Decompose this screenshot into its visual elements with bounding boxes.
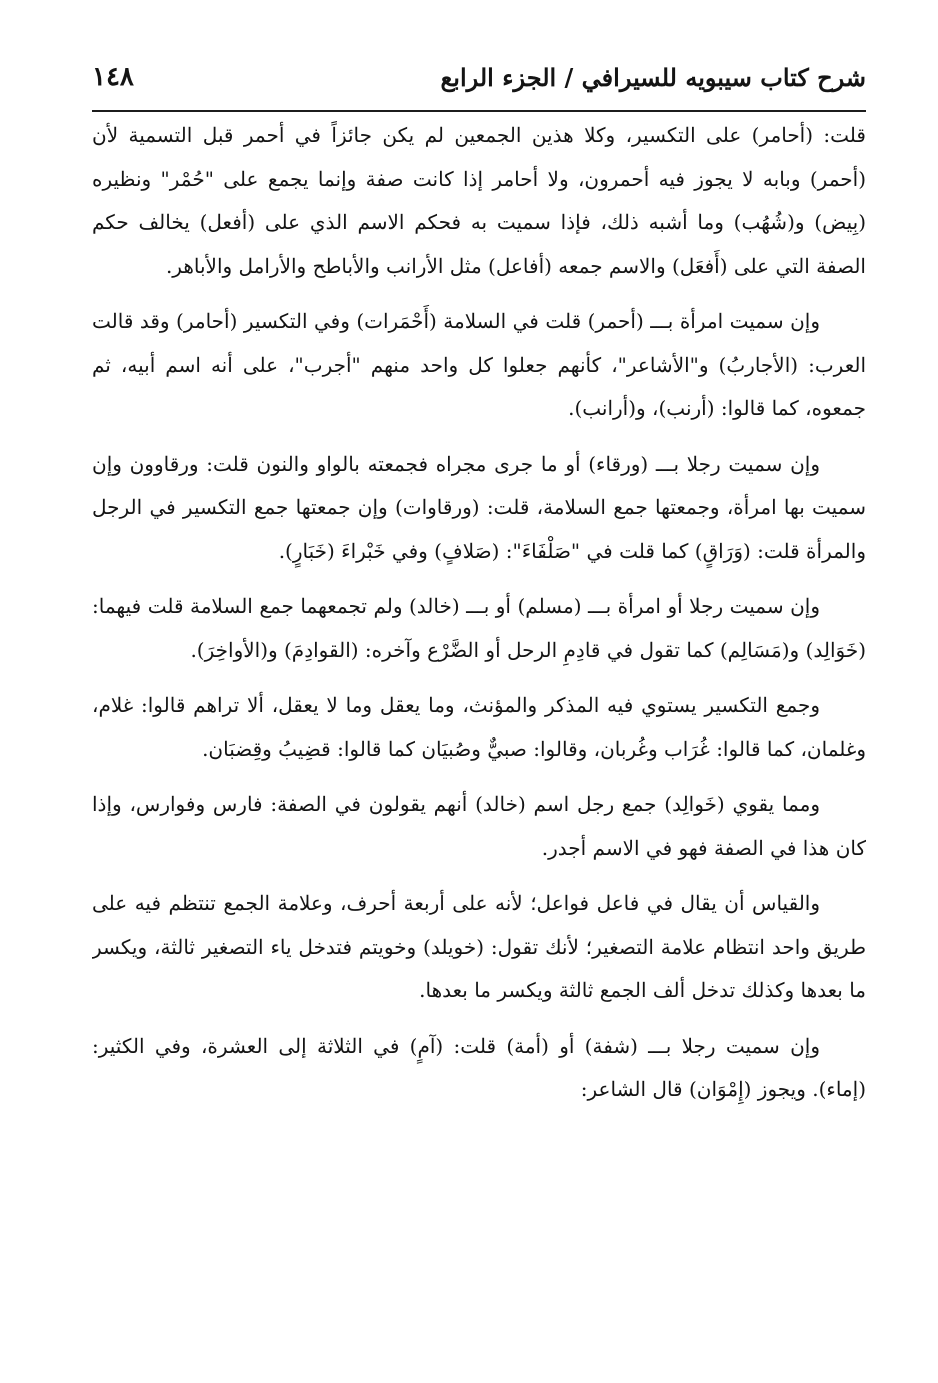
paragraph: وإن سميت رجلا أو امرأة بـــ (مسلم) أو بـــ (خالد) ولم تجمعهما جمع السلامة قلت فيهما: (خَوَالِد) و(مَسَالِم) كما تقول في قادِمِ الرحل أو الضَّرْع وآخره: (القوادِمَ) و(الأواخِرَ). [92, 594, 866, 662]
paragraph: وإن سميت امرأة بـــ (أحمر) قلت في السلامة (أَحْمَرات) وفي التكسير (أحامر) وقد قالت العرب: (الأجاربُ) و"الأشاعر"، كأنهم جعلوا كل واحد منهم "أجرب"، على أنه اسم أبيه، ثم جمعوه، كما قالوا: (أرنب)، و(أرانب). [92, 309, 866, 420]
paragraph: قلت: (أحامر) على التكسير، وكلا هذين الجمعين لم يكن جائزاً في أحمر قبل التسمية لأن (أحمر) وبابه لا يجوز فيه أحمرون، ولا أحامر إذا كانت صفة وإنما يجمع على "حُمْر" ونظيره (بِيض) و(شُهُب) وما أشبه ذلك، فإذا سميت به فحكم الاسم الذي على (أفعل) يخالف حكم الصفة التي على (أَفعَل) والاسم جمعه (أفاعل) مثل الأرانب والأباطح والأرامل والأباهر. [92, 123, 866, 278]
paragraph: وإن سميت رجلا بـــ (شفة) أو (أمة) قلت: (آمٍ) في الثلاثة إلى العشرة، وفي الكثير: (إماء). ويجوز (إِمْوَان) قال الشاعر: [92, 1033, 866, 1101]
page-number: ١٤٨ [92, 62, 134, 92]
running-header [92, 54, 866, 100]
running-title: شرح كتاب سيبويه للسيرافي / الجزء الرابع [440, 62, 866, 92]
paragraph: وإن سميت رجلا بـــ (ورقاء) أو ما جرى مجراه فجمعته بالواو والنون قلت: ورقاوون وإن سميت بها امرأة، وجمعتها جمع السلامة، قلت: (ورقاوات) وإن جمعتها جمع التكسير في الرجل والمرأة قلت: (وَرَاقٍ) كما قلت في "صَلْفَاءَ": (صَلافٍ) وفي خَبْراءَ (خَبَارٍ). [92, 451, 866, 563]
paragraph: ومما يقوي (خَوالِد) جمع رجل اسم (خالد) أنهم يقولون في الصفة: فارس وفوارس، وإذا كان هذا في الصفة فهو في الاسم أجدر. [92, 792, 866, 860]
paragraph: والقياس أن يقال في فاعل فواعل؛ لأنه على أربعة أحرف، وعلامة الجمع تنتظم فيه على طريق واحد انتظام علامة التصغير؛ لأنك تقول: (خويلد) وخويتم فتدخل ياء التصغير ثالثة، ويكسر ما بعدها وكذلك تدخل ألف الجمع ثالثة ويكسر ما بعدها. [92, 891, 866, 1002]
header-rule [92, 110, 866, 112]
body-text [92, 114, 866, 1343]
paragraph: وجمع التكسير يستوي فيه المذكر والمؤنث، وما يعقل وما لا يعقل، ألا تراهم قالوا: غلام، وغلمان، كما قالوا: غُرَاب وغُربان، وقالوا: صبيٌّ وصُبيَان كما قالوا: قضِيبُ وقِضبَان. [92, 693, 866, 761]
